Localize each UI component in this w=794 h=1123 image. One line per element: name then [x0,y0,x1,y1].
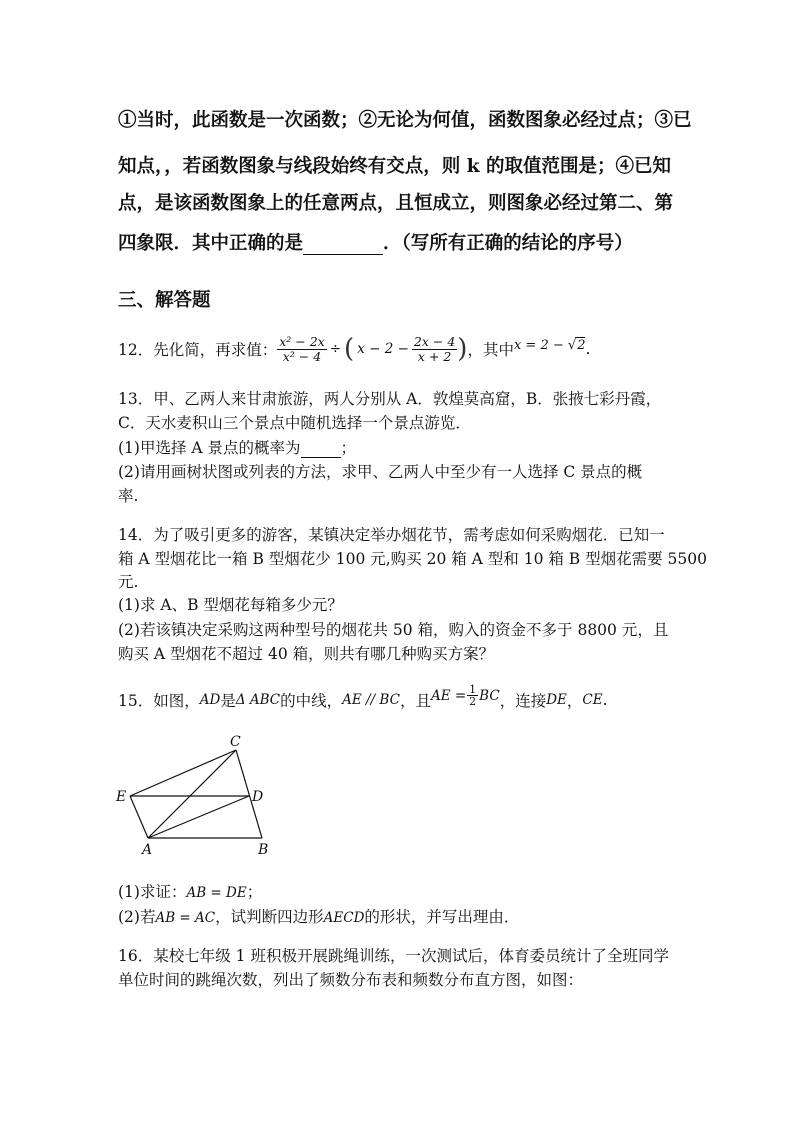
q15-de: DE [546,691,567,708]
q15-ce: CE [582,691,603,708]
q11-line-2: 知点，，若函数图象与线段始终有交点，则 k 的取值范围是；④已知 [118,156,671,177]
label-a: A [142,842,153,858]
q11-line-4-tail: ．（写所有正确的结论的序号） [383,233,633,254]
q12-fraction-2-num: 2x − 4 [413,333,456,349]
q11-line-1: ①当时，此函数是一次函数；②无论为何值，函数图象必经过点；③已 [118,110,692,131]
label-b: B [258,842,269,858]
q15-p1b: AB = DE [186,885,247,901]
q13-line-3-tail: ； [340,439,357,457]
q15-p2d: AECD [323,910,365,926]
q15-p2c: ，试判断四边形 [215,908,324,926]
q15-half-num: 1 [469,683,477,696]
q11-line-4-text: 四象限．其中正确的是 [118,233,304,254]
q15-triangle: Δ ABC [235,691,281,708]
section-title: 三、解答题 [118,290,211,311]
q15-ae: AE = [430,687,467,704]
q12-fraction-2-den: x + 2 [417,348,452,364]
q14-line-5: (2)若该镇决定采购这两种型号的烟花共 50 箱，购入的资金不多于 8800 元，且 [118,621,669,639]
q14-line-4: (1)求 A、B 型烟花每箱多少元？ [118,596,343,614]
sqrt-icon: √ [567,338,577,353]
segment-ea [130,796,148,838]
label-d: D [252,789,264,805]
q15-p2a: (2)若 [118,908,156,926]
q15-p1a: (1)求证： [118,883,187,901]
q15-part-2 [118,905,519,927]
q12-fraction-1-num: x² − 2x [279,333,325,349]
q15-parallel: AE // BC [342,691,400,708]
label-e: E [116,789,127,805]
q15-n: . [602,690,608,709]
q11-line-3: 点，是该函数图象上的任意两点，且恒成立，则图象必经过第二、第 [118,193,674,214]
q15-p1c: ； [246,883,263,901]
q12-left-paren: ( [344,334,355,364]
q15-j: ，连接 [499,691,547,710]
q15-a: 15．如图， [118,691,200,710]
q15-part-1 [118,880,262,902]
q12-inner: x − 2 − [357,341,409,357]
q14-line-2: 箱 A 型烟花比一箱 B 型烟花少 100 元,购买 20 箱 A 型和 10 箱 B 型烟花需要 5500 [118,550,707,568]
q15-c: 是 [220,691,236,710]
q13-line-4: (2)请用画树状图或列表的方法，求甲、乙两人中至少有一人选择 C 景点的概 [118,463,643,481]
q13-answer-blank[interactable] [301,439,341,458]
segment-ac [148,750,236,838]
q12-fraction-1 [277,335,326,364]
q15-bc: BC [479,687,500,704]
q13-line-3 [118,436,356,458]
q15-g: ，且 [399,691,431,710]
q12-prefix: 12．先化简，再求值： [118,341,278,359]
q12-mid: ，其中 [467,341,514,359]
q12 [118,334,590,364]
q14-line-1: 14．为了吸引更多的游客，某镇决定举办烟花节，需考虑如何采购烟花．已知一 [118,526,665,544]
q15-l: ， [566,691,583,710]
q12-divide: ÷ [329,341,342,357]
q14-line-6: 购买 A 型烟花不超过 40 箱，则共有哪几种购买方案？ [118,645,495,663]
q16-line-1: 16．某校七年级 1 班积极开展跳绳训练，一次测试后，体育委员统计了全班同学 [118,947,669,965]
q15-half-den: 2 [469,695,477,708]
q14-line-3: 元. [118,573,139,591]
q15-stem [118,683,608,711]
segment-ce [130,750,236,796]
quadrilateral-figure [110,730,280,860]
segment-ad [148,796,249,838]
q12-condition [514,337,586,353]
q13-line-5: 率. [118,487,139,505]
q12-right-paren: ) [457,334,468,364]
answer-blank[interactable] [303,233,383,255]
q12-condition-a: x = 2 − [513,338,564,353]
q15-p2e: 的形状，并写出理由． [364,908,520,926]
q12-end: . [585,340,591,358]
q15-ad: AD [199,691,221,708]
q13-line-1: 13．甲、乙两人来甘肃旅游，两人分别从 A．敦煌莫高窟，B．张掖七彩丹霞， [118,390,662,408]
q12-condition-sqrt: 2 [577,338,586,353]
q13-line-2: C．天水麦积山三个景点中随机选择一个景点游览． [118,414,471,432]
label-c: C [230,734,241,750]
q12-fraction-2 [412,335,457,364]
q15-half [467,684,478,707]
q12-fraction-1-den: x² − 4 [282,348,322,364]
q15-p2b: AB = AC [155,910,216,926]
q11-line-4 [118,229,633,255]
q15-e: 的中线， [280,691,343,710]
q13-line-3-text: (1)甲选择 A 景点的概率为 [118,439,301,457]
q16-line-2: 单位时间的跳绳次数，列出了频数分布表和频数分布直方图，如图： [118,971,584,989]
